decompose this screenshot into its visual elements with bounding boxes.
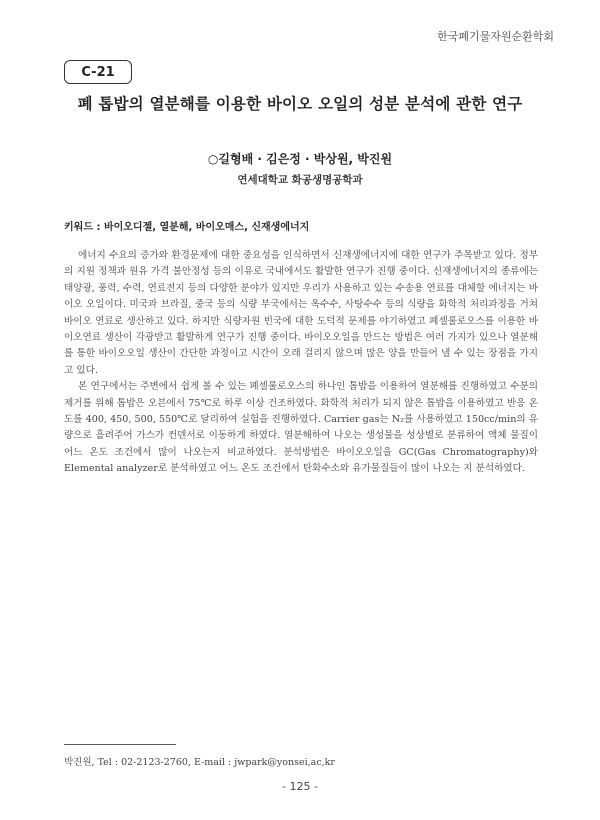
page-number: - 125 - <box>282 780 318 793</box>
paper-title: 폐 톱밥의 열분해를 이용한 바이오 오일의 성분 분석에 관한 연구 <box>77 95 523 113</box>
abstract-body <box>64 248 538 478</box>
keywords-line: 키워드 : 바이오디젤, 열분해, 바이오매스, 신재생에너지 <box>64 222 310 233</box>
footnote-contact: 박진원, Tel : 02-2123-2760, E-mail : jwpark@yonsei,ac,kr <box>64 757 335 768</box>
affiliation: 연세대학교 화공생명공학과 <box>237 174 363 186</box>
footnote-divider <box>64 744 176 745</box>
paper-code-badge: C-21 <box>64 60 132 84</box>
abstract-paragraph-1: 에너지 수요의 증가와 환경문제에 대한 중요성을 인식하면서 신재생에너지에 대한 연구가 주목받고 있다. 정부의 지원 정책과 원유 가격 불안정성 등의 이유로 국내에서도 활발한 연구가 진행 중이다. 신재생에너지의 종류에는 태양광, 풍력, 수력, 연료전지 등의 다양한 분야가 있지만 우리가 사용하고 있는 수송용 연료를 대체할 에너지는 바이오 오일이다. 미국과 브라질, 중국 등의 식량 부국에서는 옥수수, 사탕수수 등의 식량을 화학적 처리과정을 거쳐 바이오 연료로 생산하고 있다. 하지만 식량자원 빈국에 대한 도덕적 문제를 야기하였고 폐셀룰로오스를 이용한 바이오연료 생산이 각광받고 활발하게 연구가 진행 중이다. 바이오오일을 만드는 방법은 여러 가지가 있으나 열분해를 통한 바이오오일 생산이 간단한 과정이고 시간이 오래 걸리지 않으며 많은 양을 만들어 낼 수 있는 장점을 가지고 있다. <box>64 250 538 376</box>
society-header: 한국폐기물자원순환학회 <box>437 30 554 43</box>
abstract-paragraph-2: 본 연구에서는 주변에서 쉽게 볼 수 있는 폐셀룰로오스의 하나인 톱밥을 이용하여 열분해를 진행하였고 수분의 제거를 위해 톱밥은 오븐에서 75℃로 하루 이상 건조하였다. 화학적 처리가 되지 않은 톱밥을 이용하였고 반응 온도를 400, 450, 500, 550℃로 달리하여 실험을 진행하였다. Carrier gas는 N₂를 사용하였고 150cc/min의 유량으로 흘려주어 가스가 컨덴서로 이동하게 하였다. 열분해하여 나오는 생성물을 성상별로 분류하여 액체 물질이 어느 온도 조건에서 많이 나오는지 비교하였다. 분석방법은 바이오오일을 GC(Gas Chromatography)와 Elemental analyzer로 분석하였고 어느 온도 조건에서 탄화수소와 유가물질들이 많이 나오는 지 분석하였다. <box>64 381 538 475</box>
author-list: ○길형배 · 김은정 · 박상원, 박진원 <box>207 152 393 166</box>
